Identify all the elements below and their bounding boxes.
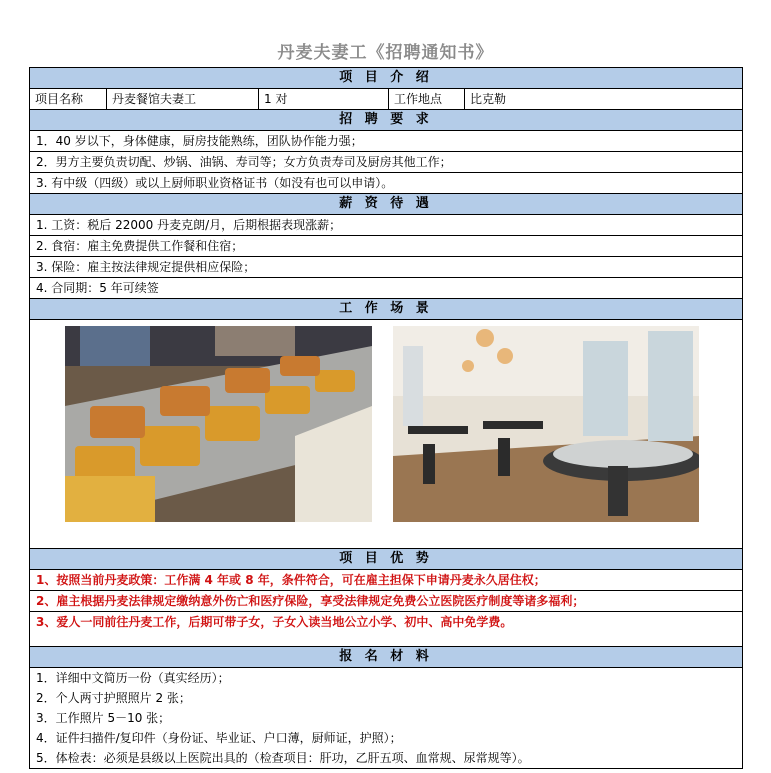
material-item: 3．工作照片 5－10 张；: [36, 711, 171, 725]
location-label: 工作地点: [389, 89, 465, 109]
recruitment-sheet: [29, 67, 743, 769]
advantage-item: 2、雇主根据丹麦法律规定缴纳意外伤亡和医疗保险，享受法律规定免费公立医院医疗制度等诸多福利；: [30, 591, 742, 612]
section-header-project-intro: 项 目 介 绍: [30, 68, 742, 89]
section-header-materials: 报 名 材 料: [30, 647, 742, 668]
project-name-value: 丹麦餐馆夫妻工: [107, 89, 259, 109]
material-item: 2．个人两寸护照照片 2 张；: [36, 691, 191, 705]
page-title: 丹麦夫妻工《招聘通知书》: [277, 43, 494, 63]
section-header-advantages: 项 目 优 势: [30, 549, 742, 570]
project-count: 1 对: [259, 89, 389, 109]
requirement-item: 1．40 岁以下，身体健康，厨房技能熟练，团队协作能力强；: [30, 131, 742, 152]
salary-item: 2. 食宿：雇主免费提供工作餐和住宿；: [30, 236, 742, 257]
project-info-row: [30, 89, 742, 110]
material-item: 1．详细中文简历一份（真实经历）；: [36, 671, 230, 685]
material-item: 4．证件扫描件/复印件（身份证、毕业证、户口薄，厨师证，护照）；: [36, 731, 402, 745]
material-item: 5．体检表：必须是县级以上医院出具的（检查项目：肝功，乙肝五项、血常规、尿常规等）。: [36, 751, 530, 765]
project-name-label: 项目名称: [30, 89, 107, 109]
section-header-workplace: 工 作 场 景: [30, 299, 742, 320]
location-value: 比克勒: [470, 92, 507, 106]
requirement-item: 2．男方主要负责切配、炒锅、油锅、寿司等；女方负责寿司及厨房其他工作；: [30, 152, 742, 173]
buffet-photo: [65, 326, 372, 522]
section-header-requirements: 招 聘 要 求: [30, 110, 742, 131]
salary-item: 1. 工资：税后 22000 丹麦克朗/月，后期根据表现涨薪；: [30, 215, 742, 236]
workplace-photos: [30, 320, 742, 549]
section-header-salary: 薪 资 待 遇: [30, 194, 742, 215]
requirement-item: 3. 有中级（四级）或以上厨师职业资格证书（如没有也可以申请）。: [30, 173, 742, 194]
salary-item: 4. 合同期：5 年可续签: [30, 278, 742, 299]
salary-item: 3. 保险：雇主按法律规定提供相应保险；: [30, 257, 742, 278]
advantage-item: 1、按照当前丹麦政策：工作满 4 年或 8 年，条件符合，可在雇主担保下申请丹麦永久居住权；: [30, 570, 742, 591]
advantage-item: 3、爱人一同前往丹麦工作，后期可带子女，子女入读当地公立小学、初中、高中免学费。: [30, 612, 742, 647]
restaurant-photo: [393, 326, 699, 522]
